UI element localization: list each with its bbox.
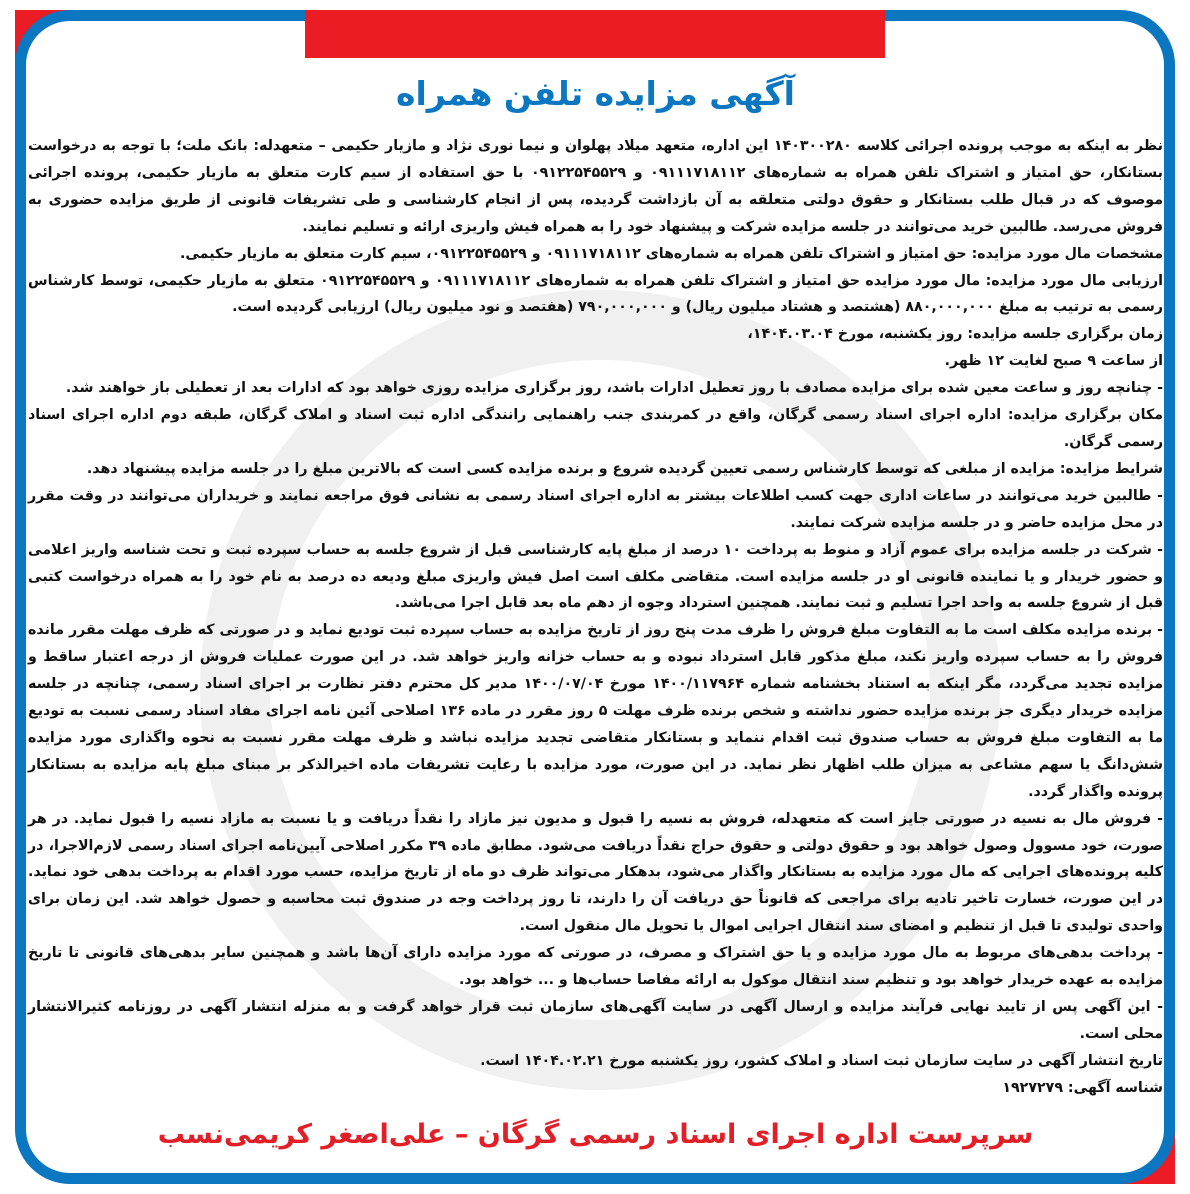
buyers-info: - طالبین خرید می‌توانند در ساعات اداری جهت کسب اطلاعات بیشتر به اداره اجرای اسناد رسمی به نشانی فوق مراجعه نمایند و خریداران می‌توانند در وقت مقرر در محل مزایده حاضر و در جلسه مزایده شرکت نمایند. <box>28 487 1163 531</box>
auction-hours: از ساعت ۹ صبح لغایت ۱۲ ظهر. <box>944 353 1163 370</box>
auction-date: زمان برگزاری جلسه مزایده: روز یکشنبه، مورخ ۱۴۰۴.۰۳.۰۴، <box>747 326 1163 343</box>
intro-paragraph: نظر به اینکه به موجب پرونده اجرائی کلاسه ۱۴۰۳۰۰۲۸۰ این اداره، متعهد میلاد پهلوان و نیما نوری نژاد و مازیار حکیمی – متعهدله: بانک ملت؛ با توجه به درخواست بستانکار، حق امتیاز و اشتراک تلفن همراه به شماره‌های ۰۹۱۱۱۷۱۸۱۱۲ و ۰۹۱۲۲۵۴۵۵۲۹ با حق استفاده از سیم کارت متعلق به مازیار حکیمی، پرونده اجرائی موصوف که در قبال طلب بستانکار و حقوق دولتی متعلقه به آن بازداشت گردیده، پس از انجام کارشناسی و طی تشریفات قانونی از طریق مزایده حضوری به فروش می‌رسد. طالبین خرید می‌توانند در جلسه مزایده شرکت و پیشنهاد خود را به همراه فیش واریزی ارائه و تسلیم نمایند. <box>28 138 1164 235</box>
auction-location: مکان برگزاری مزایده: اداره اجرای اسناد رسمی گرگان، واقع در کمربندی جنب راهنمایی رانندگی اداره ثبت اسناد و املاک گرگان، طبقه دوم اداره اجرای اسناد رسمی گرگان. <box>28 407 1163 450</box>
item-specs: مشخصات مال مورد مزایده: حق امتیاز و اشتراک تلفن همراه به شماره‌های ۰۹۱۱۱۷۱۸۱۱۲ و ۰۹۱۲۲۵۴۵۵۲۹، سیم کارت متعلق به مازیار حکیمی. <box>179 245 1163 262</box>
credit-sale-clause: - فروش مال به نسیه در صورتی جایز است که متعهدله، فروش به نسیه را قبول و مدیون نیز مازاد را نقداً دریافت و یا نسبت به مازاد نسیه را قبول نماید. در هر صورت، خود مسوول وصول خواهد بود و حقوق دولتی و حقوق حراج نقداً دریافت می‌شود. مطابق ماده ۳۹ مکرر اصلاحی آیین‌نامه اجرای اسناد رسمی لازم‌الاجرا، در کلیه پرونده‌های اجرایی که مال مورد مزایده به بستانکار واگذار می‌شود، بدهکار می‌تواند ظرف دو ماه از تاریخ مزایده، حسب مورد اقدام به پرداخت بدهی خود نماید. در این صورت، خسارت تاخیر تادیه برای مراجعی که قانوناً حق دریافت آن را دارند، تا روز پرداخت وجه در صندوق ثبت محاسبه و حصول خواهد شد. این زمان برای واحدی تولیدی تا قبل از تنظیم و امضای سند انتقال اجرایی اموال یا تحویل مال منقول است. <box>28 810 1163 935</box>
publication-date: تاریخ انتشار آگهی در سایت سازمان ثبت اسناد و املاک کشور، روز یکشنبه مورخ ۱۴۰۴.۰۲.۲۱ است. <box>480 1052 1163 1069</box>
holiday-clause: - چنانچه روز و ساعت معین شده برای مزایده مصادف با روز تعطیل ادارات باشد، روز برگزاری مزایده روزی خواهد بود که ادارات بعد از تعطیلی باز خواهند شد. <box>65 380 1163 397</box>
notice-body <box>28 133 1163 1102</box>
publication-clause: - این آگهی پس از تایید نهایی فرآیند مزایده و ارسال آگهی در سایت آگهی‌های سازمان ثبت قرار خواهد گرفت و به منزله انتشار آگهی در روزنامه کثیرالانتشار محلی است. <box>28 999 1163 1042</box>
item-valuation: ارزیابی مال مورد مزایده: مال مورد مزایده حق امتیاز و اشتراک تلفن همراه به شماره‌های ۰۹۱۱۱۷۱۸۱۱۲ و ۰۹۱۲۲۵۴۵۵۲۹ متعلق به مازیار حکیمی، توسط کارشناس رسمی به ترتیب به مبلغ ۸۸۰,۰۰۰,۰۰۰ (هشتصد و هشتاد میلیون ریال) و ۷۹۰,۰۰۰,۰۰۰ (هفتصد و نود میلیون ریال) ارزیابی گردیده است. <box>28 272 1163 316</box>
notice-title: آگهی مزایده تلفن همراه <box>396 74 795 113</box>
winner-obligation: - برنده مزایده مکلف است ما به التفاوت مبلغ فروش را ظرف مدت پنج روز از تاریخ مزایده به حساب سپرده ثبت تودیع نماید و در صورتی که ظرف مهلت مقرر مانده فروش را به حساب سپرده واریز نکند، مبلغ مذکور قابل استرداد نبوده و به حساب خزانه واریز خواهد شد. در این صورت عملیات فروش از درجه اعتبار ساقط و مزایده تجدید می‌گردد، مگر اینکه به استناد بخشنامه شماره ۱۴۰۰/۱۱۷۹۶۴ مورخ ۱۴۰۰/۰۷/۰۴ مدیر کل محترم دفتر نظارت بر اجرای اسناد رسمی، چنانچه در جلسه مزایده خریدار دیگری جز برنده مزایده حضور نداشته و شخص برنده ظرف مهلت ۵ روز مقرر در ماده ۱۳۶ اصلاحی آئین نامه اجرای مفاد اسناد رسمی نسبت به تودیع ما به التفاوت مبلغ فروش به حساب صندوق ثبت اقدام ننماید و بستانکار متقاضی تجدید مزایده نباشد و ظرف مهلت مقرر نسبت به نحوه واگذاری مورد مزایده شش‌دانگ یا سهم مشاعی به میزان طلب اظهار نظر نماید. در این صورت، مورد مزایده با رعایت تشریفات ماده اخیرالذکر بر مبنای مبلغ پایه مزایده به بستانکار پرونده واگذار گردد. <box>28 622 1163 800</box>
participation-clause: - شرکت در جلسه مزایده برای عموم آزاد و منوط به پرداخت ۱۰ درصد از مبلغ پایه کارشناسی قبل از شروع جلسه به حساب سپرده ثبت و تحت شناسه واریز اعلامی و حضور خریدار و یا نماینده قانونی او در جلسه مزایده است. متقاضی مکلف است اصل فیش واریزی مبلغ ودیعه ده درصد به نام خود را به همراه درخواست کتبی قبل از شروع جلسه به واحد اجرا تسلیم و ثبت نمایند. همچنین استرداد وجوه از دهم ماه بعد قابل اجرا می‌باشد. <box>28 541 1163 612</box>
notice-id: شناسه آگهی: ۱۹۲۷۲۷۹ <box>1002 1079 1163 1096</box>
signature-line: سرپرست اداره اجرای اسناد رسمی گرگان – علی‌اصغر کریمی‌نسب <box>157 1118 1034 1150</box>
auction-terms: شرایط مزایده: مزایده از مبلغی که توسط کارشناس رسمی تعیین گردیده شروع و برنده مزایده کسی است که بالاترین مبلغ را در جلسه مزایده پیشنهاد دهد. <box>86 460 1163 477</box>
debts-clause: - پرداخت بدهی‌های مربوط به مال مورد مزایده و یا حق اشتراک و مصرف، در صورتی که مورد مزایده دارای آن‌ها باشد و همچنین سایر بدهی‌های قانونی تا تاریخ مزایده به عهده خریدار خواهد بود و تنظیم سند انتقال موکول به ارائه مفاصا حساب‌ها و ... خواهد بود. <box>28 945 1163 989</box>
